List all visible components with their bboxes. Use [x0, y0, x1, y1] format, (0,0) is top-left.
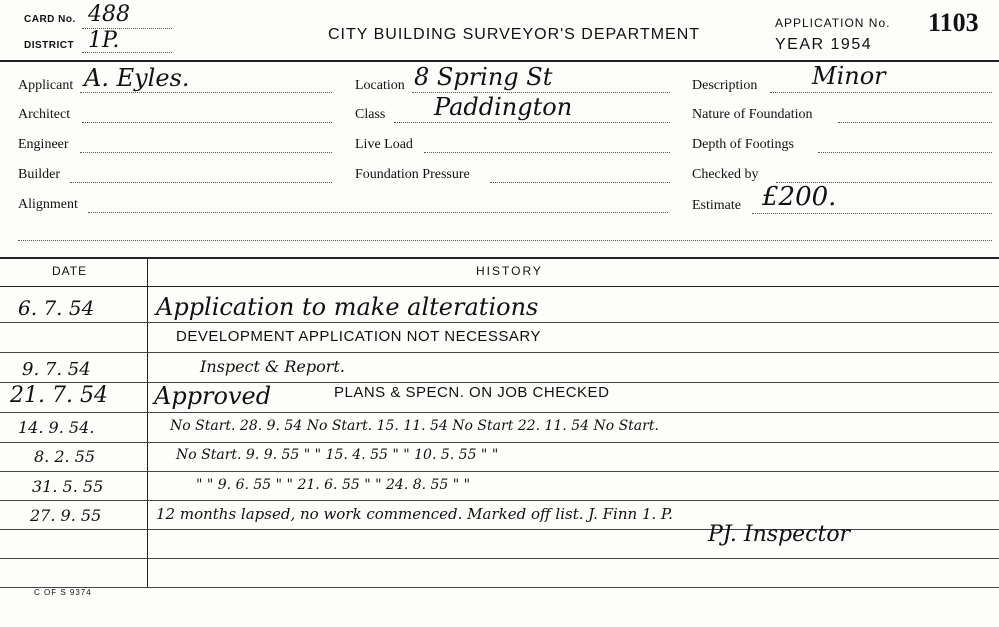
estimate-value: £200.: [762, 182, 837, 212]
class-value: Paddington: [434, 93, 573, 121]
history-date: 8. 2. 55: [34, 447, 96, 466]
application-no-label: APPLICATION No.: [775, 16, 891, 30]
history-stamp: PLANS & SPECN. ON JOB CHECKED: [334, 384, 610, 401]
description-label: Description: [692, 78, 758, 93]
architect-label: Architect: [18, 107, 71, 122]
engineer-label: Engineer: [18, 137, 69, 152]
district-value: 1P.: [88, 28, 120, 53]
estimate-label: Estimate: [692, 198, 741, 213]
live-load-label: Live Load: [355, 137, 413, 152]
inspector-signature: PJ. Inspector: [708, 522, 851, 547]
applicant-label: Applicant: [18, 78, 74, 93]
foundation-pressure-label: Foundation Pressure: [355, 167, 470, 182]
history-entry: No Start. 9. 9. 55 " " 15. 4. 55 " " 10. 5. 55 " ": [176, 447, 499, 463]
card-no-label: CARD No.: [24, 14, 76, 25]
history-entry: Application to make alterations: [156, 293, 539, 321]
history-entry: No Start. 28. 9. 54 No Start. 15. 11. 54 No Start 22. 11. 54 No Start.: [170, 418, 659, 434]
depth-footings-label: Depth of Footings: [692, 137, 794, 152]
history-date: 21. 7. 54: [10, 383, 108, 408]
year-label: YEAR 1954: [775, 36, 873, 53]
nature-foundation-label: Nature of Foundation: [692, 107, 813, 122]
district-label: DISTRICT: [24, 40, 75, 51]
checked-by-label: Checked by: [692, 167, 759, 182]
history-entry: 12 months lapsed, no work commenced. Marked off list. J. Finn 1. P.: [156, 505, 673, 523]
class-label: Class: [355, 107, 386, 122]
date-header: DATE: [52, 264, 88, 278]
builder-label: Builder: [18, 167, 60, 182]
application-no-value: 1103: [928, 8, 979, 37]
applicant-value: A. Eyles.: [84, 64, 190, 92]
location-value: 8 Spring St: [414, 63, 553, 91]
history-entry: Approved: [154, 382, 272, 410]
history-date: 31. 5. 55: [32, 477, 104, 496]
history-date: 27. 9. 55: [30, 506, 102, 525]
alignment-label: Alignment: [18, 197, 78, 212]
history-stamp: DEVELOPMENT APPLICATION NOT NECESSARY: [176, 328, 541, 345]
history-date: 9. 7. 54: [22, 359, 91, 380]
history-header: HISTORY: [476, 264, 543, 278]
history-entry: Inspect & Report.: [200, 357, 345, 376]
card-no-value: 488: [88, 2, 130, 27]
description-value: Minor: [812, 62, 886, 90]
history-entry: " " 9. 6. 55 " " 21. 6. 55 " " 24. 8. 55 " ": [196, 477, 471, 493]
location-label: Location: [355, 78, 405, 93]
department-title: CITY BUILDING SURVEYOR'S DEPARTMENT: [328, 26, 701, 43]
form-number: C OF S 9374: [34, 588, 92, 597]
history-date: 14. 9. 54.: [18, 418, 95, 437]
history-date: 6. 7. 54: [18, 296, 95, 320]
